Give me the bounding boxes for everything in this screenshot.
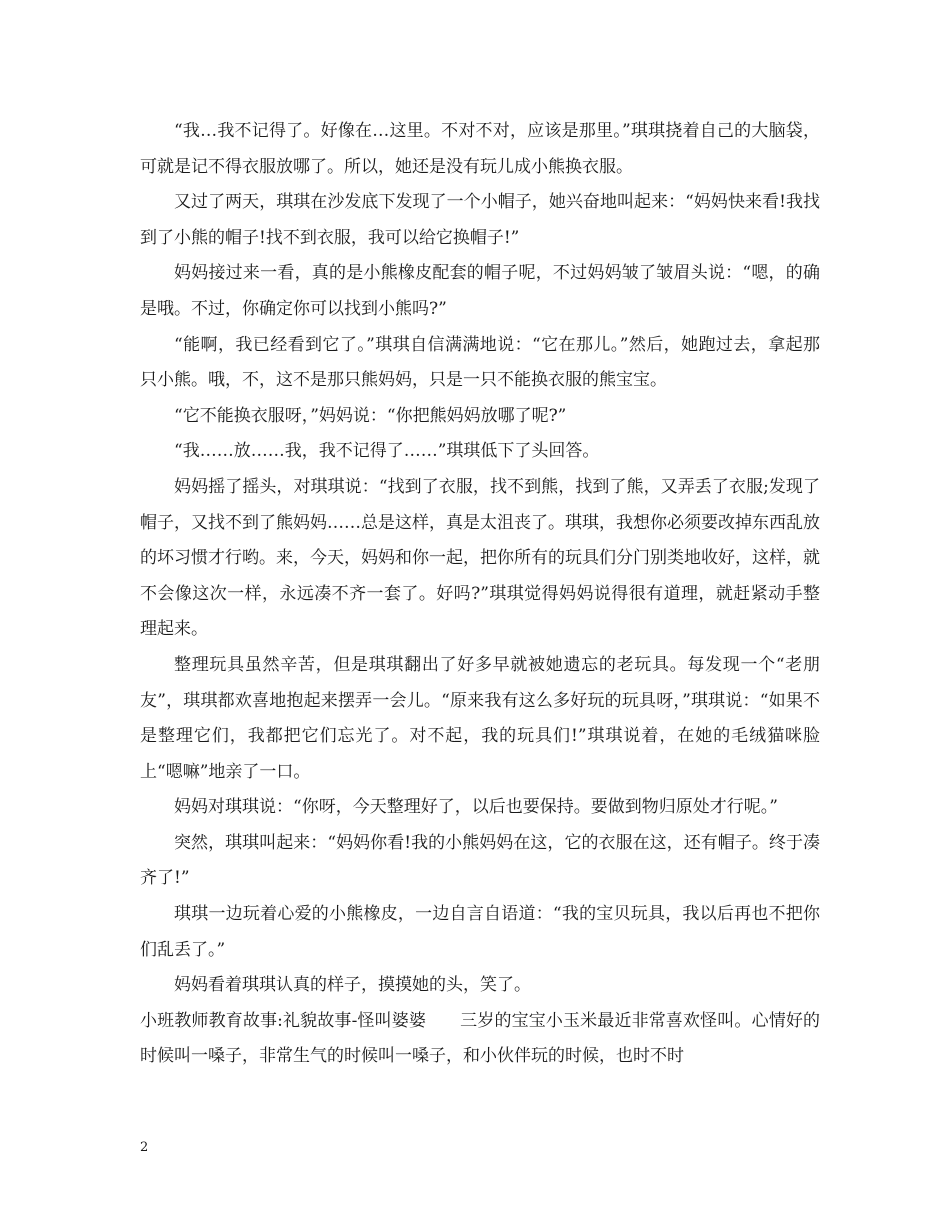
- paragraph-8: 整理玩具虽然辛苦，但是琪琪翻出了好多早就被她遗忘的老玩具。每发现一个“老朋友”，琪琪都欢喜地抱起来摆弄一会儿。“原来我有这么多好玩的玩具呀，”琪琪说：“如果不是整理它们，我都把它们忘光了。对不起，我的玩具们!”琪琪说着，在她的毛绒猫咪脸上“嗯嘛”地亲了一口。: [140, 654, 820, 782]
- paragraph-2: 又过了两天，琪琪在沙发底下发现了一个小帽子，她兴奋地叫起来：“妈妈快来看!我找到了小熊的帽子!找不到衣服，我可以给它换帽子!”: [140, 192, 820, 248]
- next-story-paragraph: [140, 1004, 820, 1075]
- paragraph-4: “能啊，我已经看到它了。”琪琪自信满满地说：“它在那儿。”然后，她跑过去，拿起那只小熊。哦，不，这不是那只熊妈妈，只是一只不能换衣服的熊宝宝。: [140, 334, 820, 391]
- paragraph-12: 妈妈看着琪琪认真的样子，摸摸她的头，笑了。: [174, 975, 531, 996]
- paragraph-3: 妈妈接过来一看，真的是小熊橡皮配套的帽子呢，不过妈妈皱了皱眉头说：“嗯，的确是哦。不过，你确定你可以找到小熊吗?”: [140, 263, 820, 319]
- next-story-title: 小班教师教育故事:礼貌故事-怪叫婆婆: [140, 1010, 427, 1031]
- paragraph-10: 突然，琪琪叫起来：“妈妈你看!我的小熊妈妈在这，它的衣服在这，还有帽子。终于凑齐了!”: [140, 832, 820, 889]
- story-body: [140, 114, 820, 1075]
- page-number: 2: [140, 1140, 149, 1155]
- paragraph-1: “我…我不记得了。好像在…这里。不对不对，应该是那里。”琪琪挠着自己的大脑袋，可就是记不得衣服放哪了。所以，她还是没有玩儿成小熊换衣服。: [140, 121, 820, 177]
- paragraph-9: 妈妈对琪琪说：“你呀，今天整理好了，以后也要保持。要做到物归原处才行呢。”: [174, 797, 778, 818]
- paragraph-6: “我……放……我，我不记得了……”琪琪低下了头回答。: [174, 441, 600, 462]
- paragraph-11: 琪琪一边玩着心爱的小熊橡皮，一边自言自语道：“我的宝贝玩具，我以后再也不把你们乱丢了。”: [140, 904, 820, 960]
- paragraph-7: 妈妈摇了摇头，对琪琪说：“找到了衣服，找不到熊，找到了熊，又弄丢了衣服;发现了帽子，又找不到了熊妈妈……总是这样，真是太沮丧了。琪琪，我想你必须要改掉东西乱放的坏习惯才行哟。来，今天，妈妈和你一起，把你所有的玩具们分门别类地收好，这样，就不会像这次一样，永远凑不齐一套了。好吗?”琪琪觉得妈妈说得很有道理，就赶紧动手整理起来。: [140, 476, 820, 640]
- next-story-text: 三岁的宝宝小玉米最近非常喜欢怪叫。心情好的时候叫一嗓子，非常生气的时候叫一嗓子，和小伙伴玩的时候，也时不时: [140, 1010, 821, 1067]
- paragraph-5: “它不能换衣服呀，”妈妈说：“你把熊妈妈放哪了呢?”: [174, 405, 567, 426]
